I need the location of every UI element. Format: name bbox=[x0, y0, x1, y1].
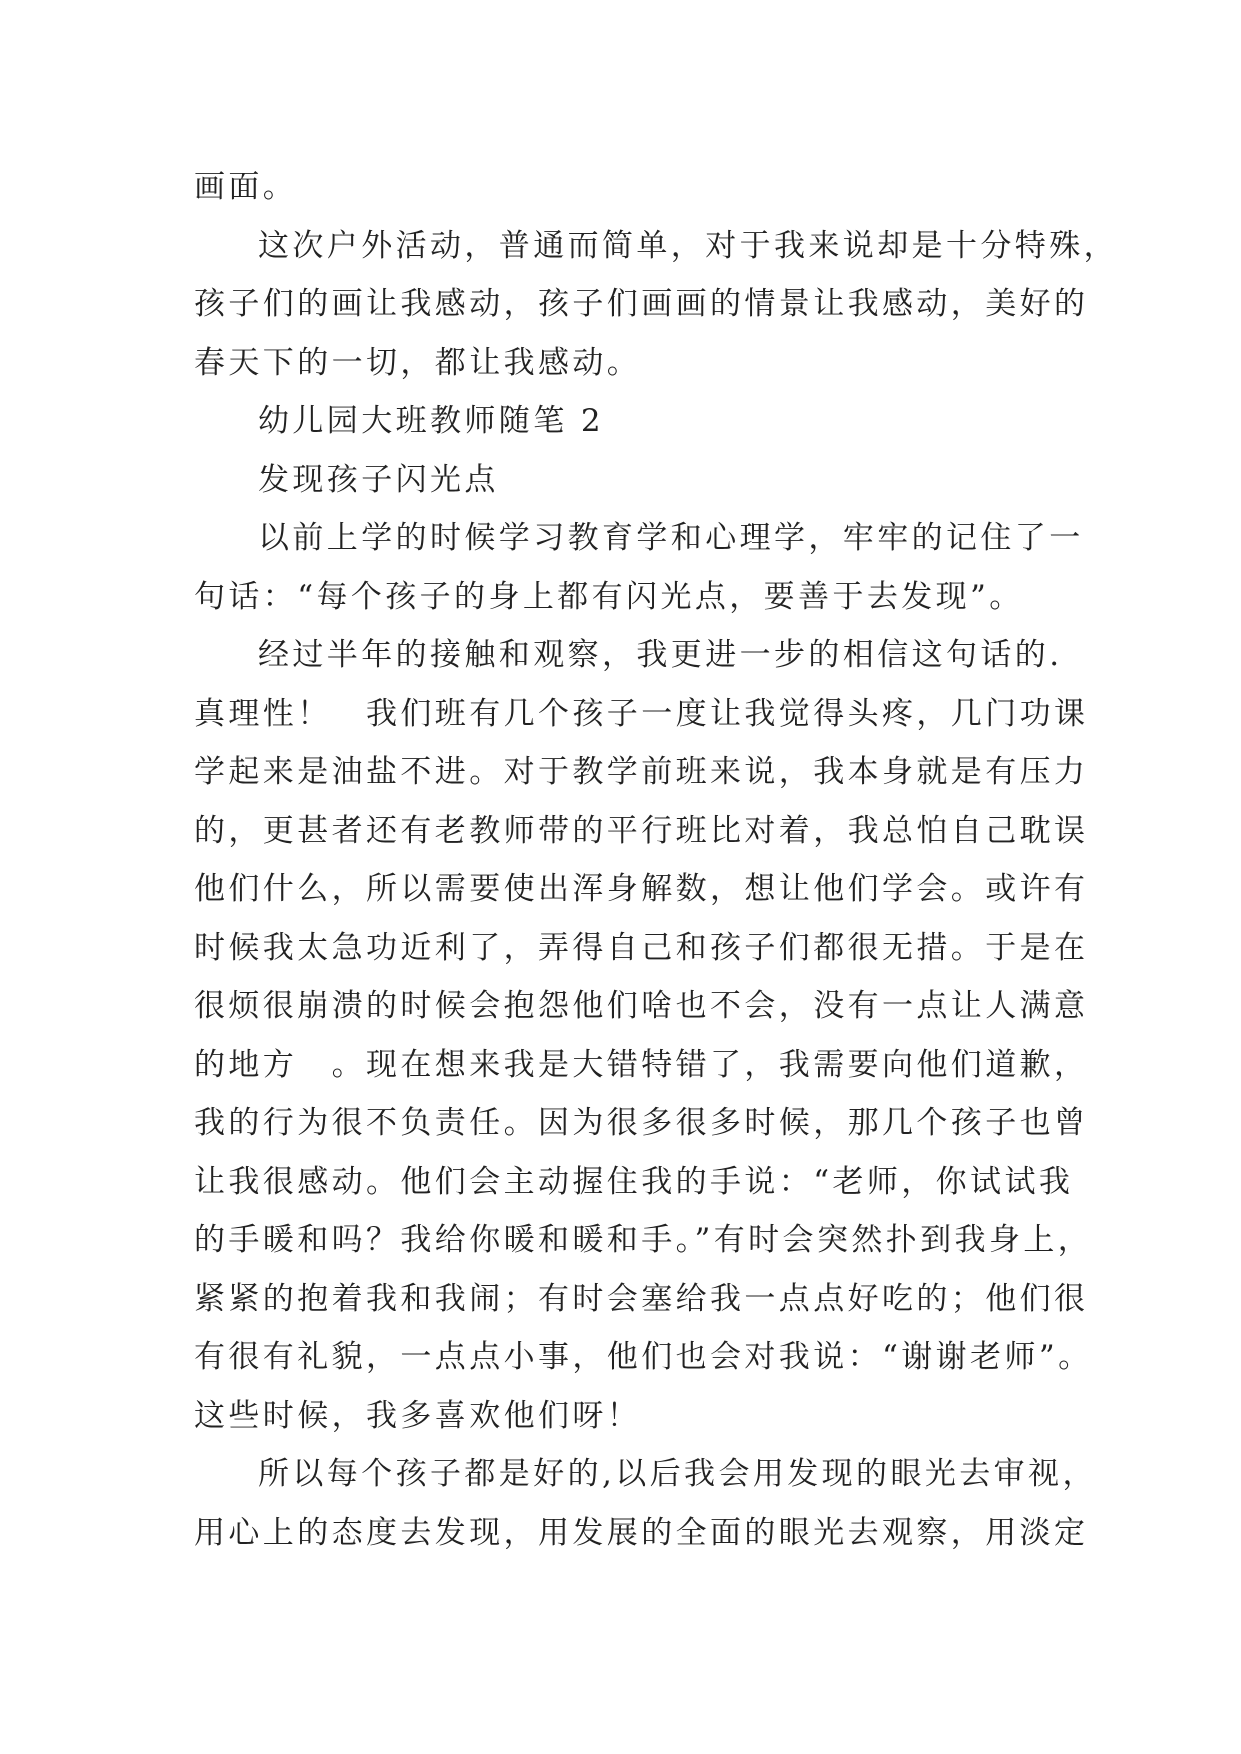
text-line: 他们什么，所以需要使出浑身解数，想让他们学会。或许有 bbox=[194, 871, 1089, 907]
text-line: 的手暖和吗？我给你暖和暖和手。”有时会突然扑到我身上， bbox=[194, 1222, 1093, 1258]
section-subheading: 发现孩子闪光点 bbox=[258, 461, 499, 498]
text-line: 时候我太急功近利了，弄得自己和孩子们都很无措。于是在 bbox=[194, 929, 1089, 966]
text-line: 有很有礼貌，一点点小事，他们也会对我说：“谢谢老师”。 bbox=[194, 1339, 1093, 1375]
text-line: 紧紧的抱着我和我闹；有时会塞给我一点点好吃的；他们很 bbox=[194, 1280, 1089, 1317]
text-line: 孩子们的画让我感动，孩子们画画的情景让我感动，美好的 bbox=[194, 286, 1089, 322]
text-line: 真理性！ 我们班有几个孩子一度让我觉得头疼，几门功课 bbox=[194, 695, 1089, 732]
text-line: 画面。 bbox=[194, 169, 298, 205]
paragraph-start-line: 经过半年的接触和观察，我更进一步的相信这句话的. bbox=[258, 637, 1063, 673]
text-line: 很烦很崩溃的时候会抱怨他们啥也不会，没有一点让人满意 bbox=[194, 988, 1089, 1024]
text-line: 让我很感动。他们会主动握住我的手说：“老师，你试试我 bbox=[194, 1163, 1074, 1200]
text-line: 学起来是油盐不进。对于教学前班来说，我本身就是有压力 bbox=[194, 754, 1089, 790]
text-line: 春天下的一切，都让我感动。 bbox=[194, 344, 642, 381]
paragraph-start-line: 以前上学的时候学习教育学和心理学，牢牢的记住了一 bbox=[258, 520, 1084, 556]
text-line: 的地方 。现在想来我是大错特错了，我需要向他们道歉， bbox=[194, 1046, 1089, 1083]
section-heading: 幼儿园大班教师随笔 2 bbox=[258, 403, 604, 439]
document-body bbox=[194, 158, 1118, 1562]
text-line: 我的行为很不负责任。因为很多很多时候，那几个孩子也曾 bbox=[194, 1105, 1089, 1141]
paragraph-start-line: 这次户外活动，普通而简单，对于我来说却是十分特殊， bbox=[258, 227, 1118, 264]
text-line: 句话：“每个孩子的身上都有闪光点，要善于去发现”。 bbox=[194, 578, 1024, 615]
text-line: 这些时候，我多喜欢他们呀！ bbox=[194, 1397, 642, 1434]
text-line: 的，更甚者还有老教师带的平行班比对着，我总怕自己耽误 bbox=[194, 812, 1089, 849]
paragraph-start-line: 所以每个孩子都是好的,以后我会用发现的眼光去审视， bbox=[258, 1456, 1097, 1492]
text-line: 用心上的态度去发现，用发展的全面的眼光去观察，用淡定 bbox=[194, 1514, 1089, 1551]
